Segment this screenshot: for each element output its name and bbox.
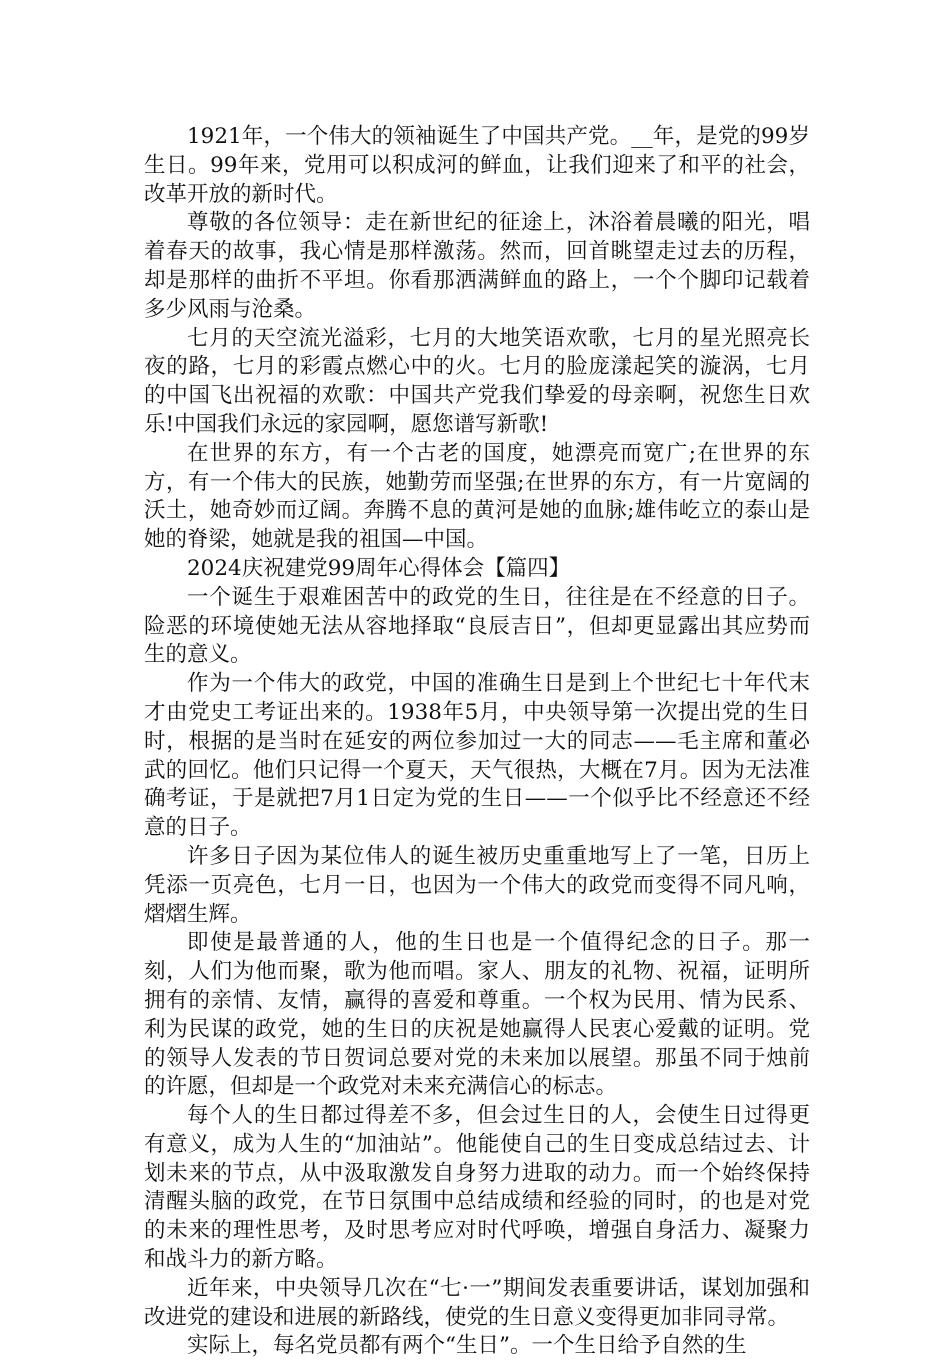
paragraph: 1921年，一个伟大的领袖诞生了中国共产党。__年，是党的99岁生日。99年来，党用可以积成河的鲜血，让我们迎来了和平的社会，改革开放的新时代。 (144, 124, 810, 207)
paragraph: 实际上，每名党员都有两个“生日”。一个生日给予自然的生 (187, 1333, 747, 1359)
paragraph: 一个诞生于艰难困苦中的政党的生日，往往是在不经意的日子。险恶的环境使她无法从容地择取“良辰吉日”，但却更显露出其应势而生的意义。 (144, 584, 810, 668)
document-page (144, 123, 810, 1361)
paragraph: 作为一个伟大的政党，中国的准确生日是到上个世纪七十年代末才由党史工考证出来的。1938年5月，中央领导第一次提出党的生日时，根据的是当时在延安的两位参加过一大的同志——毛主席和董必武的回忆。他们只记得一个夏天，天气很热，大概在7月。因为无法准确考证，于是就把7月1日定为党的生日——一个似乎比不经意还不经意的日子。 (144, 671, 810, 841)
paragraph: 即使是最普通的人，他的生日也是一个值得纪念的日子。那一刻，人们为他而聚，歌为他而唱。家人、朋友的礼物、祝福，证明所拥有的亲情、友情，赢得的喜爱和尊重。一个权为民用、情为民系、利为民谋的政党，她的生日的庆祝是她赢得人民衷心爱戴的证明。党的领导人发表的节日贺词总要对党的未来加以展望。那虽不同于烛前的许愿，但却是一个政党对未来充满信心的标志。 (144, 930, 810, 1100)
paragraph: 七月的天空流光溢彩，七月的大地笑语欢歌，七月的星光照亮长夜的路，七月的彩霞点燃心中的火。七月的脸庞漾起笑的漩涡，七月的中国飞出祝福的欢歌：中国共产党我们挚爱的母亲啊，祝您生日欢乐!中国我们永远的家园啊，愿您谱写新歌! (144, 325, 810, 437)
paragraph: 每个人的生日都过得差不多，但会过生日的人，会使生日过得更有意义，成为人生的“加油站”。他能使自己的生日变成总结过去、计划未来的节点，从中汲取激发自身努力进取的动力。而一个始终保持清醒头脑的政党，在节日氛围中总结成绩和经验的同时，的也是对党的未来的理性思考，及时思考应对时代呼唤，增强自身活力、凝聚力和战斗力的新方略。 (144, 1103, 810, 1273)
paragraph: 近年来，中央领导几次在“七·一”期间发表重要讲话，谋划加强和改进党的建设和进展的新路线，使党的生日意义变得更加非同寻常。 (144, 1275, 810, 1330)
paragraph: 在世界的东方，有一个古老的国度，她漂亮而宽广;在世界的东方，有一个伟大的民族，她勤劳而坚强;在世界的东方，有一片宽阔的沃土，她奇妙而辽阔。奔腾不息的黄河是她的血脉;雄伟屹立的泰山是她的脊梁，她就是我的祖国—中国。 (144, 440, 810, 553)
section-heading: 2024庆祝建党99周年心得体会【篇四】 (187, 555, 571, 581)
paragraph: 尊敬的各位领导：走在新世纪的征途上，沐浴着晨曦的阳光，唱着春天的故事，我心情是那样激荡。然而，回首眺望走过去的历程，却是那样的曲折不平坦。你看那洒满鲜血的路上，一个个脚印记载着多少风雨与沧桑。 (144, 210, 810, 322)
paragraph: 许多日子因为某位伟人的诞生被历史重重地写上了一笔，日历上凭添一页亮色，七月一日，也因为一个伟大的政党而变得不同凡响，熠熠生辉。 (144, 843, 810, 927)
